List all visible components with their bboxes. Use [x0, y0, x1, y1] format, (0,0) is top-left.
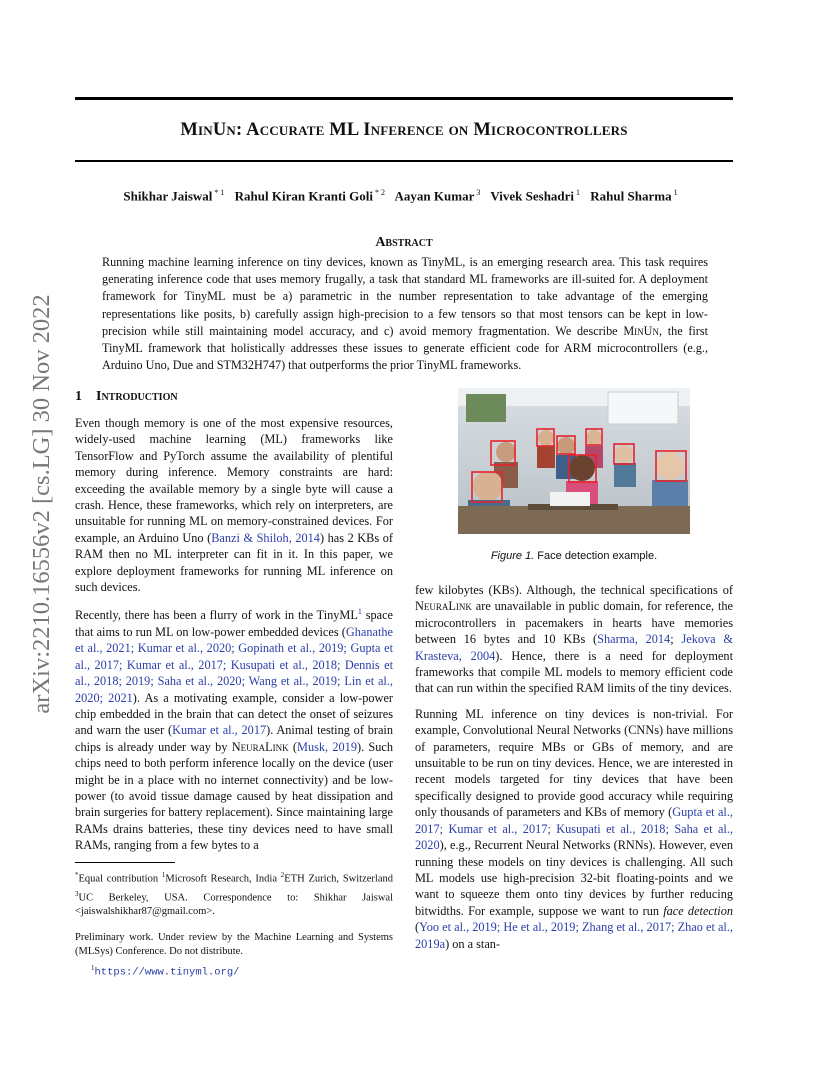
left-column	[75, 415, 393, 863]
arxiv-stamp: arXiv:2210.16556v2 [cs.LG] 30 Nov 2022	[28, 294, 55, 714]
author-list	[75, 188, 733, 204]
author-name: Shikhar Jaiswal	[123, 188, 213, 204]
author-name: Vivek Seshadri	[490, 188, 575, 204]
footnote-ref[interactable]: 1	[357, 607, 362, 617]
text-run: s	[509, 583, 515, 597]
abstract-text	[102, 254, 708, 374]
footnote-rule	[75, 862, 175, 863]
paragraph	[75, 415, 393, 595]
citation-link[interactable]: Banzi & Shiloh, 2014	[211, 530, 320, 545]
footnote-number: 1	[91, 964, 95, 972]
text-run: ). Although, the technical specifications of	[514, 583, 733, 597]
text-run: are unavailable in public domain, for reference, the microcontrollers in pacemakers in hearts have memories between 16 bytes and 10 KBs (	[415, 599, 733, 647]
text-run: few kilobytes (KB	[415, 583, 510, 597]
text-run: space that aims to run ML on low-power embedded devices (	[75, 608, 393, 639]
text-run: Recently, there has been a flurry of work in the TinyML	[75, 608, 358, 623]
text-run: ). Hence, there is a need for deployment frameworks that compile ML models to memory efficient code that can run within the specified RAM limits of the tiny devices.	[415, 648, 733, 696]
author-mark: 1	[576, 188, 581, 197]
text-run: Running ML inference on tiny devices is non-trivial. For example, Convolutional Neural Networks (CNNs) have millions of parameters, require MBs or GBs of memory, and are unsuitable to be run on tiny devices. Hence, we are interested in recent models targeted for tiny devices that have been specifically designed to provide good accuracy while requiring only thousands of parameters and KBs of memory (	[415, 706, 733, 820]
author-name: Aayan Kumar	[394, 188, 475, 204]
figure-caption	[415, 550, 733, 562]
footnote-1	[75, 961, 393, 980]
title-rule	[75, 160, 733, 162]
text-run: (	[288, 739, 298, 754]
text-run: (	[415, 920, 420, 935]
tinyml-url-link[interactable]: https://www.tinyml.org/	[94, 966, 240, 979]
paper-title: MinUn: Accurate ML Inference on Microcontrollers	[180, 120, 628, 140]
text-run: Even though memory is one of the most expensive resources, widely-used machine learning (ML) frameworks like TensorFlow and PyTorch assume the availability of plentiful memory during inference. Memory constraints are hard: exceeding the available memory by a single byte will cause a crash. Hence, these frameworks, which rely on interpreters, are unsuitable for running ML on memory-constrained devices. For example, an Arduino Uno (	[75, 416, 393, 545]
affiliation-note: *Equal contribution $^1$Microsoft Research, India $^2$ETH Zurich, Switzerland $^3$UC Berkeley, USA. Correspondence to: Shikhar Jaiswal <jaiswalshikhar87@gmail.com>.	[75, 871, 393, 917]
face-detection-figure	[458, 388, 690, 534]
text-run: Microsoft Research, India	[165, 873, 281, 885]
product-name: NeuraLink	[415, 599, 472, 614]
figure-label: Figure 1.	[490, 550, 535, 562]
citation-link[interactable]: Sharma, 2014	[597, 632, 671, 647]
author-mark: 1	[673, 188, 678, 197]
abstract-part: Running machine learning inference on tiny devices, known as TinyML, is an emerging research area. This task requires generating inference code that uses memory frugally, a task that standard ML frameworks are ill-suited for. A deployment framework for TinyML must be a) parametric in the number representation to take advantage of the emerging representations like posits, b) carefully assign high-precision to a few tensors so that most tensors can be kept in low-precision while still maintaining model accuracy, and c) avoid memory fragmentation. We describe	[102, 255, 708, 338]
citation-link[interactable]: Kumar et al., 2017	[172, 723, 267, 738]
author-mark: 3	[476, 188, 481, 197]
text-run: ETH Zurich, Switzerland	[284, 873, 393, 885]
section-title: Introduction	[96, 389, 178, 404]
text-run: ), e.g., Recurrent Neural Networks (RNNs). However, even running these models on tiny devices is challenging. All such ML models use high-precision 32-bit floating-points and we want to squeeze them onto tiny devices by further reducing bitwidths. For example, suppose we want to run	[415, 838, 733, 918]
author-name: Rahul Sharma	[590, 188, 672, 204]
text-run: ;	[670, 632, 682, 647]
product-name: NeuraLink	[231, 739, 289, 754]
paragraph	[415, 582, 733, 697]
caption-text: Face detection example.	[534, 550, 658, 562]
text-run: UC Berkeley, USA. Correspondence to: Shikhar Jaiswal <jaiswalshikhar87@gmail.com>.	[75, 892, 393, 917]
paragraph	[415, 706, 733, 952]
right-column	[415, 582, 733, 961]
review-note: Preliminary work. Under review by the Machine Learning and Systems (MLSys) Conference. Do not distribute.	[75, 932, 393, 957]
section-number: 1	[75, 389, 82, 404]
text-run: ). As a motivating example, consider a low-power chip embedded in the brain that can detect the onset of seizures and warn the user (	[75, 690, 393, 738]
text-run: ). Animal testing of brain chips is already under way by	[75, 723, 393, 754]
text-run: ) on a stan-	[445, 936, 501, 951]
author-name: Rahul Kiran Kranti Goli	[234, 188, 373, 204]
emphasis: face detection	[663, 903, 734, 918]
top-rule	[75, 97, 733, 100]
author-mark: * 2	[375, 188, 385, 197]
citation-link[interactable]: Musk, 2019	[297, 739, 357, 754]
text-run: ) has 2 KBs of RAM then no ML interpreter can fit in it. In this paper, we explore deployment frameworks for running ML inference on such devices.	[75, 530, 393, 595]
citation-link[interactable]: Ghanathe et al., 2021; Kumar et al., 2020; Gopinath et al., 2019; Gupta et al., 2017; Kumar et al., 2017; Kusupati et al., 2018; Dennis et al., 2018; 2019; Saha et al., 2020; Wang et al., 2019; Lin et al., 2020; 2021	[75, 624, 393, 705]
citation-link[interactable]: Jekova & Krasteva, 2004	[415, 632, 733, 663]
text-run: ). Such chips need to both perform inference locally on the device (user might be in a place with no internet connectivity) and be low-power (to avoid tissue damage caused by heat dissipation and brain surgeries for battery replacement). Since maintaining large RAMs drains batteries, these tiny devices need to have small RAMs, ranging from a few bytes to a	[75, 739, 394, 853]
classroom-photo	[458, 388, 690, 534]
abstract-heading: Abstract	[375, 235, 433, 250]
paragraph	[75, 604, 393, 853]
system-name: MinUn	[623, 323, 659, 338]
footnotes	[75, 868, 393, 992]
section-heading	[75, 389, 178, 405]
author-mark: * 1	[214, 188, 225, 197]
citation-link[interactable]: Gupta et al., 2017; Kumar et al., 2017; Kusupati et al., 2018; Saha et al., 2020	[415, 805, 733, 853]
abstract-part: , the first TinyML framework that holistically addresses these issues to generate efficient code for ARM microcontrollers (e.g., Arduino Uno, Due and STM32H747) that outperforms the prior TinyML frameworks.	[102, 323, 708, 373]
citation-link[interactable]: Yoo et al., 2019; He et al., 2019; Zhang et al., 2017; Zhao et al., 2019a	[415, 920, 733, 951]
text-run: Equal contribution	[78, 873, 162, 885]
